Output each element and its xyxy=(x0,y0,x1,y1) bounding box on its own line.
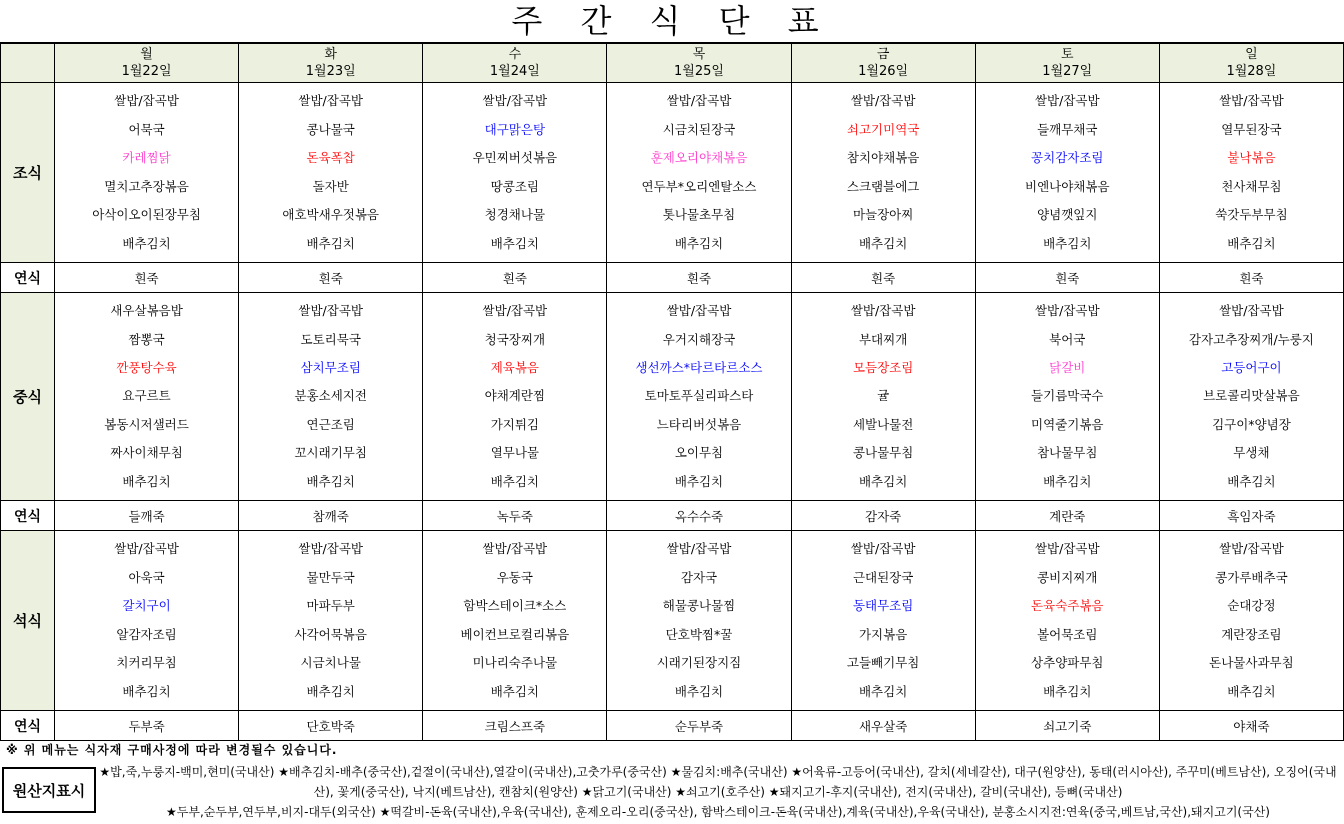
dinner-label: 석식 xyxy=(1,531,55,711)
dish-item: 배추김치 xyxy=(674,473,724,489)
dish-item: 불낙볶음 xyxy=(1227,150,1276,166)
dish-item: 베이컨브로컬리볶음 xyxy=(460,626,570,642)
dish-item: 단호박찜*꿀 xyxy=(665,626,733,642)
evening-snack-cell: 두부죽 xyxy=(55,711,239,741)
breakfast-cell xyxy=(1160,83,1344,263)
day-header xyxy=(423,44,607,83)
lunch-cell xyxy=(239,293,423,501)
dish-item: 배추김치 xyxy=(1227,473,1276,489)
morning-snack-cell: 흰죽 xyxy=(1160,263,1344,293)
origin-details xyxy=(98,762,1338,822)
dish-item: 훈제오리야채볶음 xyxy=(650,150,748,166)
dish-item: 아욱국 xyxy=(128,569,165,585)
dish-item: 토마토푸실리파스타 xyxy=(644,388,754,404)
day-header xyxy=(792,44,976,83)
dish-item: 돈육폭찹 xyxy=(306,150,355,166)
weekday-label: 화 xyxy=(324,47,337,62)
dish-item: 참치야채볶음 xyxy=(846,150,920,166)
dish-item: 배추김치 xyxy=(122,235,171,251)
dish-item: 쌀밥/잡곡밥 xyxy=(1219,303,1284,319)
dish-item: 고등어구이 xyxy=(1221,360,1282,376)
evening-snack-cell: 크림스프죽 xyxy=(423,711,607,741)
lunch-label: 중식 xyxy=(1,293,55,501)
evening-snack-cell: 야채죽 xyxy=(1160,711,1344,741)
dish-item: 물만두국 xyxy=(306,569,355,585)
dish-item: 쌀밥/잡곡밥 xyxy=(666,541,732,557)
dish-item: 배추김치 xyxy=(1227,683,1276,699)
dish-item: 비엔나야채볶음 xyxy=(1025,178,1110,194)
dish-item: 천사채무침 xyxy=(1221,178,1282,194)
dish-item: 해물콩나물찜 xyxy=(662,598,736,614)
dish-item: 배추김치 xyxy=(1227,235,1276,251)
lunch-cell xyxy=(423,293,607,501)
dish-item: 삼치무조림 xyxy=(300,360,361,376)
dish-item: 쌀밥/잡곡밥 xyxy=(1034,93,1100,109)
dish-item: 쌀밥/잡곡밥 xyxy=(850,303,916,319)
dinner-cell xyxy=(792,531,976,711)
dish-item: 아삭이오이된장무침 xyxy=(92,207,201,223)
date-label: 1월26일 xyxy=(858,64,909,79)
dish-item: 근대된장국 xyxy=(852,569,914,585)
dish-item: 쌀밥/잡곡밥 xyxy=(850,93,916,109)
breakfast-cell xyxy=(239,83,423,263)
dish-item: 쌀밥/잡곡밥 xyxy=(298,303,363,319)
weekly-menu-table xyxy=(0,42,1344,741)
weekday-label: 일 xyxy=(1245,47,1258,62)
date-label: 1월23일 xyxy=(305,64,356,79)
dish-item: 갈치구이 xyxy=(122,598,171,614)
dish-item: 배추김치 xyxy=(1043,473,1092,489)
date-label: 1월22일 xyxy=(121,64,172,79)
dinner-cell xyxy=(55,531,239,711)
dish-item: 시금치나물 xyxy=(300,655,361,671)
morning-snack-cell: 흰죽 xyxy=(976,263,1160,293)
evening-snack-cell: 쇠고기죽 xyxy=(976,711,1160,741)
day-header xyxy=(55,44,239,83)
dish-item: 땅콩조림 xyxy=(490,178,539,194)
dish-item: 스크램블에그 xyxy=(846,178,920,194)
dish-item: 어묵국 xyxy=(128,121,165,137)
weekday-label: 수 xyxy=(508,47,522,62)
weekday-label: 토 xyxy=(1060,47,1074,62)
dish-item: 배추김치 xyxy=(122,683,171,699)
dish-item: 쌀밥/잡곡밥 xyxy=(1034,541,1100,557)
lunch-cell xyxy=(55,293,239,501)
dish-item: 열무나물 xyxy=(490,445,539,461)
dish-item: 마늘장아찌 xyxy=(852,207,914,223)
afternoon-snack-label: 연식 xyxy=(1,501,55,531)
dish-item: 참나물무침 xyxy=(1037,445,1098,461)
dish-item: 배추김치 xyxy=(674,235,724,251)
dish-item: 쌀밥/잡곡밥 xyxy=(114,541,179,557)
dish-item: 동태무조림 xyxy=(852,598,914,614)
dish-item: 귤 xyxy=(877,388,890,404)
dish-item: 배추김치 xyxy=(490,473,539,489)
dish-item: 콩가루배추국 xyxy=(1215,569,1288,585)
dish-item: 들깨무채국 xyxy=(1037,121,1098,137)
dish-item: 생선까스*타르타르소스 xyxy=(635,360,763,376)
header-corner xyxy=(1,44,55,83)
afternoon-snack-cell: 계란죽 xyxy=(976,501,1160,531)
dish-item: 배추김치 xyxy=(122,473,171,489)
dish-item: 배추김치 xyxy=(306,473,355,489)
dish-item: 볼어묵조림 xyxy=(1037,626,1098,642)
dish-item: 청국장찌개 xyxy=(484,331,546,347)
dish-item: 느타리버섯볶음 xyxy=(656,416,742,432)
breakfast-cell xyxy=(55,83,239,263)
dish-item: 배추김치 xyxy=(306,683,355,699)
dish-item: 새우살볶음밥 xyxy=(110,303,183,319)
breakfast-cell xyxy=(607,83,791,263)
dish-item: 분홍소세지전 xyxy=(294,388,367,404)
evening-snack-cell: 순두부죽 xyxy=(607,711,791,741)
dish-item: 감자고추장찌개/누룽지 xyxy=(1188,331,1314,347)
dish-item: 알감자조림 xyxy=(116,626,177,642)
dish-item: 짬뽕국 xyxy=(128,331,165,347)
weekday-label: 월 xyxy=(140,47,153,62)
lunch-cell xyxy=(1160,293,1344,501)
evening-snack-cell: 새우살죽 xyxy=(792,711,976,741)
dinner-cell xyxy=(607,531,791,711)
afternoon-snack-cell: 옥수수죽 xyxy=(607,501,791,531)
breakfast-cell xyxy=(792,83,976,263)
dish-item: 우거지해장국 xyxy=(662,331,736,347)
page-title: 주 간 식 단 표 xyxy=(511,2,833,40)
morning-snack-label: 연식 xyxy=(1,263,55,293)
dish-item: 무생채 xyxy=(1233,445,1270,461)
dish-item: 쌀밥/잡곡밥 xyxy=(666,303,732,319)
dish-item: 함박스테이크*소스 xyxy=(463,598,567,614)
dish-item: 톳나물초무침 xyxy=(662,207,736,223)
day-header xyxy=(976,44,1160,83)
dish-item: 배추김치 xyxy=(858,473,908,489)
dish-item: 부대찌개 xyxy=(858,331,908,347)
date-label: 1월25일 xyxy=(674,64,724,79)
lunch-cell xyxy=(792,293,976,501)
dish-item: 마파두부 xyxy=(306,598,355,614)
dish-item: 감자국 xyxy=(680,569,718,585)
dish-item: 양념깻잎지 xyxy=(1037,207,1098,223)
morning-snack-cell: 흰죽 xyxy=(792,263,976,293)
dish-item: 대구맑은탕 xyxy=(484,121,546,137)
dish-item: 깐풍탕수육 xyxy=(116,360,177,376)
dish-item: 가지볶음 xyxy=(858,626,908,642)
dish-item: 상추양파무침 xyxy=(1031,655,1104,671)
dish-item: 쌀밥/잡곡밥 xyxy=(1219,93,1284,109)
dish-item: 쌀밥/잡곡밥 xyxy=(298,541,363,557)
dish-item: 청경채나물 xyxy=(484,207,546,223)
afternoon-snack-cell: 감자죽 xyxy=(792,501,976,531)
dinner-cell xyxy=(239,531,423,711)
dish-item: 배추김치 xyxy=(1043,235,1092,251)
dish-item: 배추김치 xyxy=(1043,683,1092,699)
day-header xyxy=(239,44,423,83)
morning-snack-cell: 흰죽 xyxy=(55,263,239,293)
dish-item: 짜사이채무침 xyxy=(110,445,183,461)
dish-item: 배추김치 xyxy=(490,235,539,251)
afternoon-snack-cell: 참깨죽 xyxy=(239,501,423,531)
dish-item: 봄동시저샐러드 xyxy=(104,416,189,432)
dish-item: 콩비지찌개 xyxy=(1037,569,1098,585)
dish-item: 쌀밥/잡곡밥 xyxy=(1219,541,1284,557)
dish-item: 가지튀김 xyxy=(490,416,539,432)
morning-snack-cell: 흰죽 xyxy=(239,263,423,293)
dish-item: 우동국 xyxy=(496,569,533,585)
day-header xyxy=(607,44,791,83)
date-label: 1월24일 xyxy=(489,64,540,79)
dinner-cell xyxy=(976,531,1160,711)
dish-item: 연근조림 xyxy=(306,416,355,432)
dish-item: 닭갈비 xyxy=(1049,360,1086,376)
dish-item: 계란장조림 xyxy=(1221,626,1282,642)
dish-item: 쌀밥/잡곡밥 xyxy=(482,303,548,319)
afternoon-snack-cell: 들깨죽 xyxy=(55,501,239,531)
breakfast-cell xyxy=(976,83,1160,263)
morning-snack-cell: 흰죽 xyxy=(607,263,791,293)
dish-item: 배추김치 xyxy=(858,235,908,251)
dish-item: 쌀밥/잡곡밥 xyxy=(1034,303,1100,319)
dish-item: 꽁치감자조림 xyxy=(1031,150,1104,166)
dish-item: 사각어묵볶음 xyxy=(294,626,367,642)
afternoon-snack-cell: 흑임자죽 xyxy=(1160,501,1344,531)
dish-item: 콩나물국 xyxy=(306,121,355,137)
date-label: 1월28일 xyxy=(1226,64,1277,79)
dish-item: 브로콜리맛살볶음 xyxy=(1203,388,1300,404)
dish-item: 쑥갓두부무침 xyxy=(1215,207,1288,223)
origin-line-2: ★두부,순두부,연두부,비지-대두(외국산) ★떡갈비-돈육(국내산),우육(국내산), 훈제오리-오리(중국산), 함박스테이크-돈육(국내산),계육(국내산),우육(국내산), 분홍소시지전:연육(중국,베트남,국산),돼지고기(국산) xyxy=(166,805,1270,819)
dish-item: 순대강정 xyxy=(1227,598,1276,614)
dish-item: 돈나물사과무침 xyxy=(1209,655,1294,671)
origin-line-1: ★밥,죽,누룽지-백미,현미(국내산) ★배추김치-배추(중국산),겉절이(국내산),열갈이(국내산),고춧가루(중국산) ★물김치:배추(국내산) ★어육류-고등어(국내산), 갈치(세네갈산), 대구(원양산), 동태(러시아산), 주꾸미(베트남산), 오징어(국내산), 꽃게(중국산), 낙지(베트남산), 캔참치(원양산) ★닭고기(국내산) ★쇠고기(호주산) ★돼지고기-후지(국내산), 전지(국내산), 갈비(국내산), 등뼈(국내산) xyxy=(99,765,1337,799)
dish-item: 미역줄기볶음 xyxy=(1031,416,1104,432)
dish-item: 우민찌버섯볶음 xyxy=(472,150,558,166)
dish-item: 시래기된장지짐 xyxy=(656,655,742,671)
afternoon-snack-cell: 녹두죽 xyxy=(423,501,607,531)
dish-item: 카레찜닭 xyxy=(122,150,171,166)
breakfast-cell xyxy=(423,83,607,263)
dish-item: 도토리묵국 xyxy=(300,331,361,347)
change-notice: ※ 위 메뉴는 식자재 구매사정에 따라 변경될수 있습니다. xyxy=(6,743,338,757)
dish-item: 북어국 xyxy=(1049,331,1086,347)
dish-item: 쇠고기미역국 xyxy=(846,121,920,137)
dish-item: 배추김치 xyxy=(674,683,724,699)
dish-item: 쌀밥/잡곡밥 xyxy=(298,93,363,109)
origin-label: 원산지표시 xyxy=(2,767,96,813)
evening-snack-label: 연식 xyxy=(1,711,55,741)
dish-item: 제육볶음 xyxy=(490,360,539,376)
weekday-label: 목 xyxy=(692,47,706,62)
dish-item: 모듬장조림 xyxy=(852,360,914,376)
dish-item: 세발나물전 xyxy=(852,416,914,432)
dish-item: 쌀밥/잡곡밥 xyxy=(482,93,548,109)
dish-item: 쌀밥/잡곡밥 xyxy=(666,93,732,109)
breakfast-label: 조식 xyxy=(1,83,55,263)
date-label: 1월27일 xyxy=(1042,64,1093,79)
dish-item: 쌀밥/잡곡밥 xyxy=(114,93,179,109)
morning-snack-cell: 흰죽 xyxy=(423,263,607,293)
dish-item: 시금치된장국 xyxy=(662,121,736,137)
dish-item: 돌자반 xyxy=(312,178,349,194)
dish-item: 쌀밥/잡곡밥 xyxy=(850,541,916,557)
dish-item: 배추김치 xyxy=(306,235,355,251)
dish-item: 배추김치 xyxy=(858,683,908,699)
dish-item: 연두부*오리엔탈소스 xyxy=(641,178,757,194)
dish-item: 치커리무침 xyxy=(116,655,177,671)
dish-item: 고들빼기무침 xyxy=(846,655,920,671)
dish-item: 애호박새우젓볶음 xyxy=(282,207,380,223)
day-header xyxy=(1160,44,1344,83)
dish-item: 쌀밥/잡곡밥 xyxy=(482,541,548,557)
dish-item: 미나리숙주나물 xyxy=(472,655,558,671)
dish-item: 열무된장국 xyxy=(1221,121,1282,137)
lunch-cell xyxy=(976,293,1160,501)
dish-item: 김구이*양념장 xyxy=(1212,416,1291,432)
evening-snack-cell: 단호박죽 xyxy=(239,711,423,741)
dish-item: 요구르트 xyxy=(122,388,171,404)
dish-item: 오이무침 xyxy=(674,445,724,461)
dinner-cell xyxy=(1160,531,1344,711)
dish-item: 야채계란찜 xyxy=(484,388,546,404)
dinner-cell xyxy=(423,531,607,711)
dish-item: 꼬시래기무침 xyxy=(294,445,367,461)
dish-item: 돈육숙주볶음 xyxy=(1031,598,1104,614)
weekday-label: 금 xyxy=(876,47,890,62)
lunch-cell xyxy=(607,293,791,501)
dish-item: 콩나물무침 xyxy=(852,445,914,461)
dish-item: 배추김치 xyxy=(490,683,539,699)
dish-item: 들기름막국수 xyxy=(1031,388,1104,404)
dish-item: 멸치고추장볶음 xyxy=(104,178,189,194)
